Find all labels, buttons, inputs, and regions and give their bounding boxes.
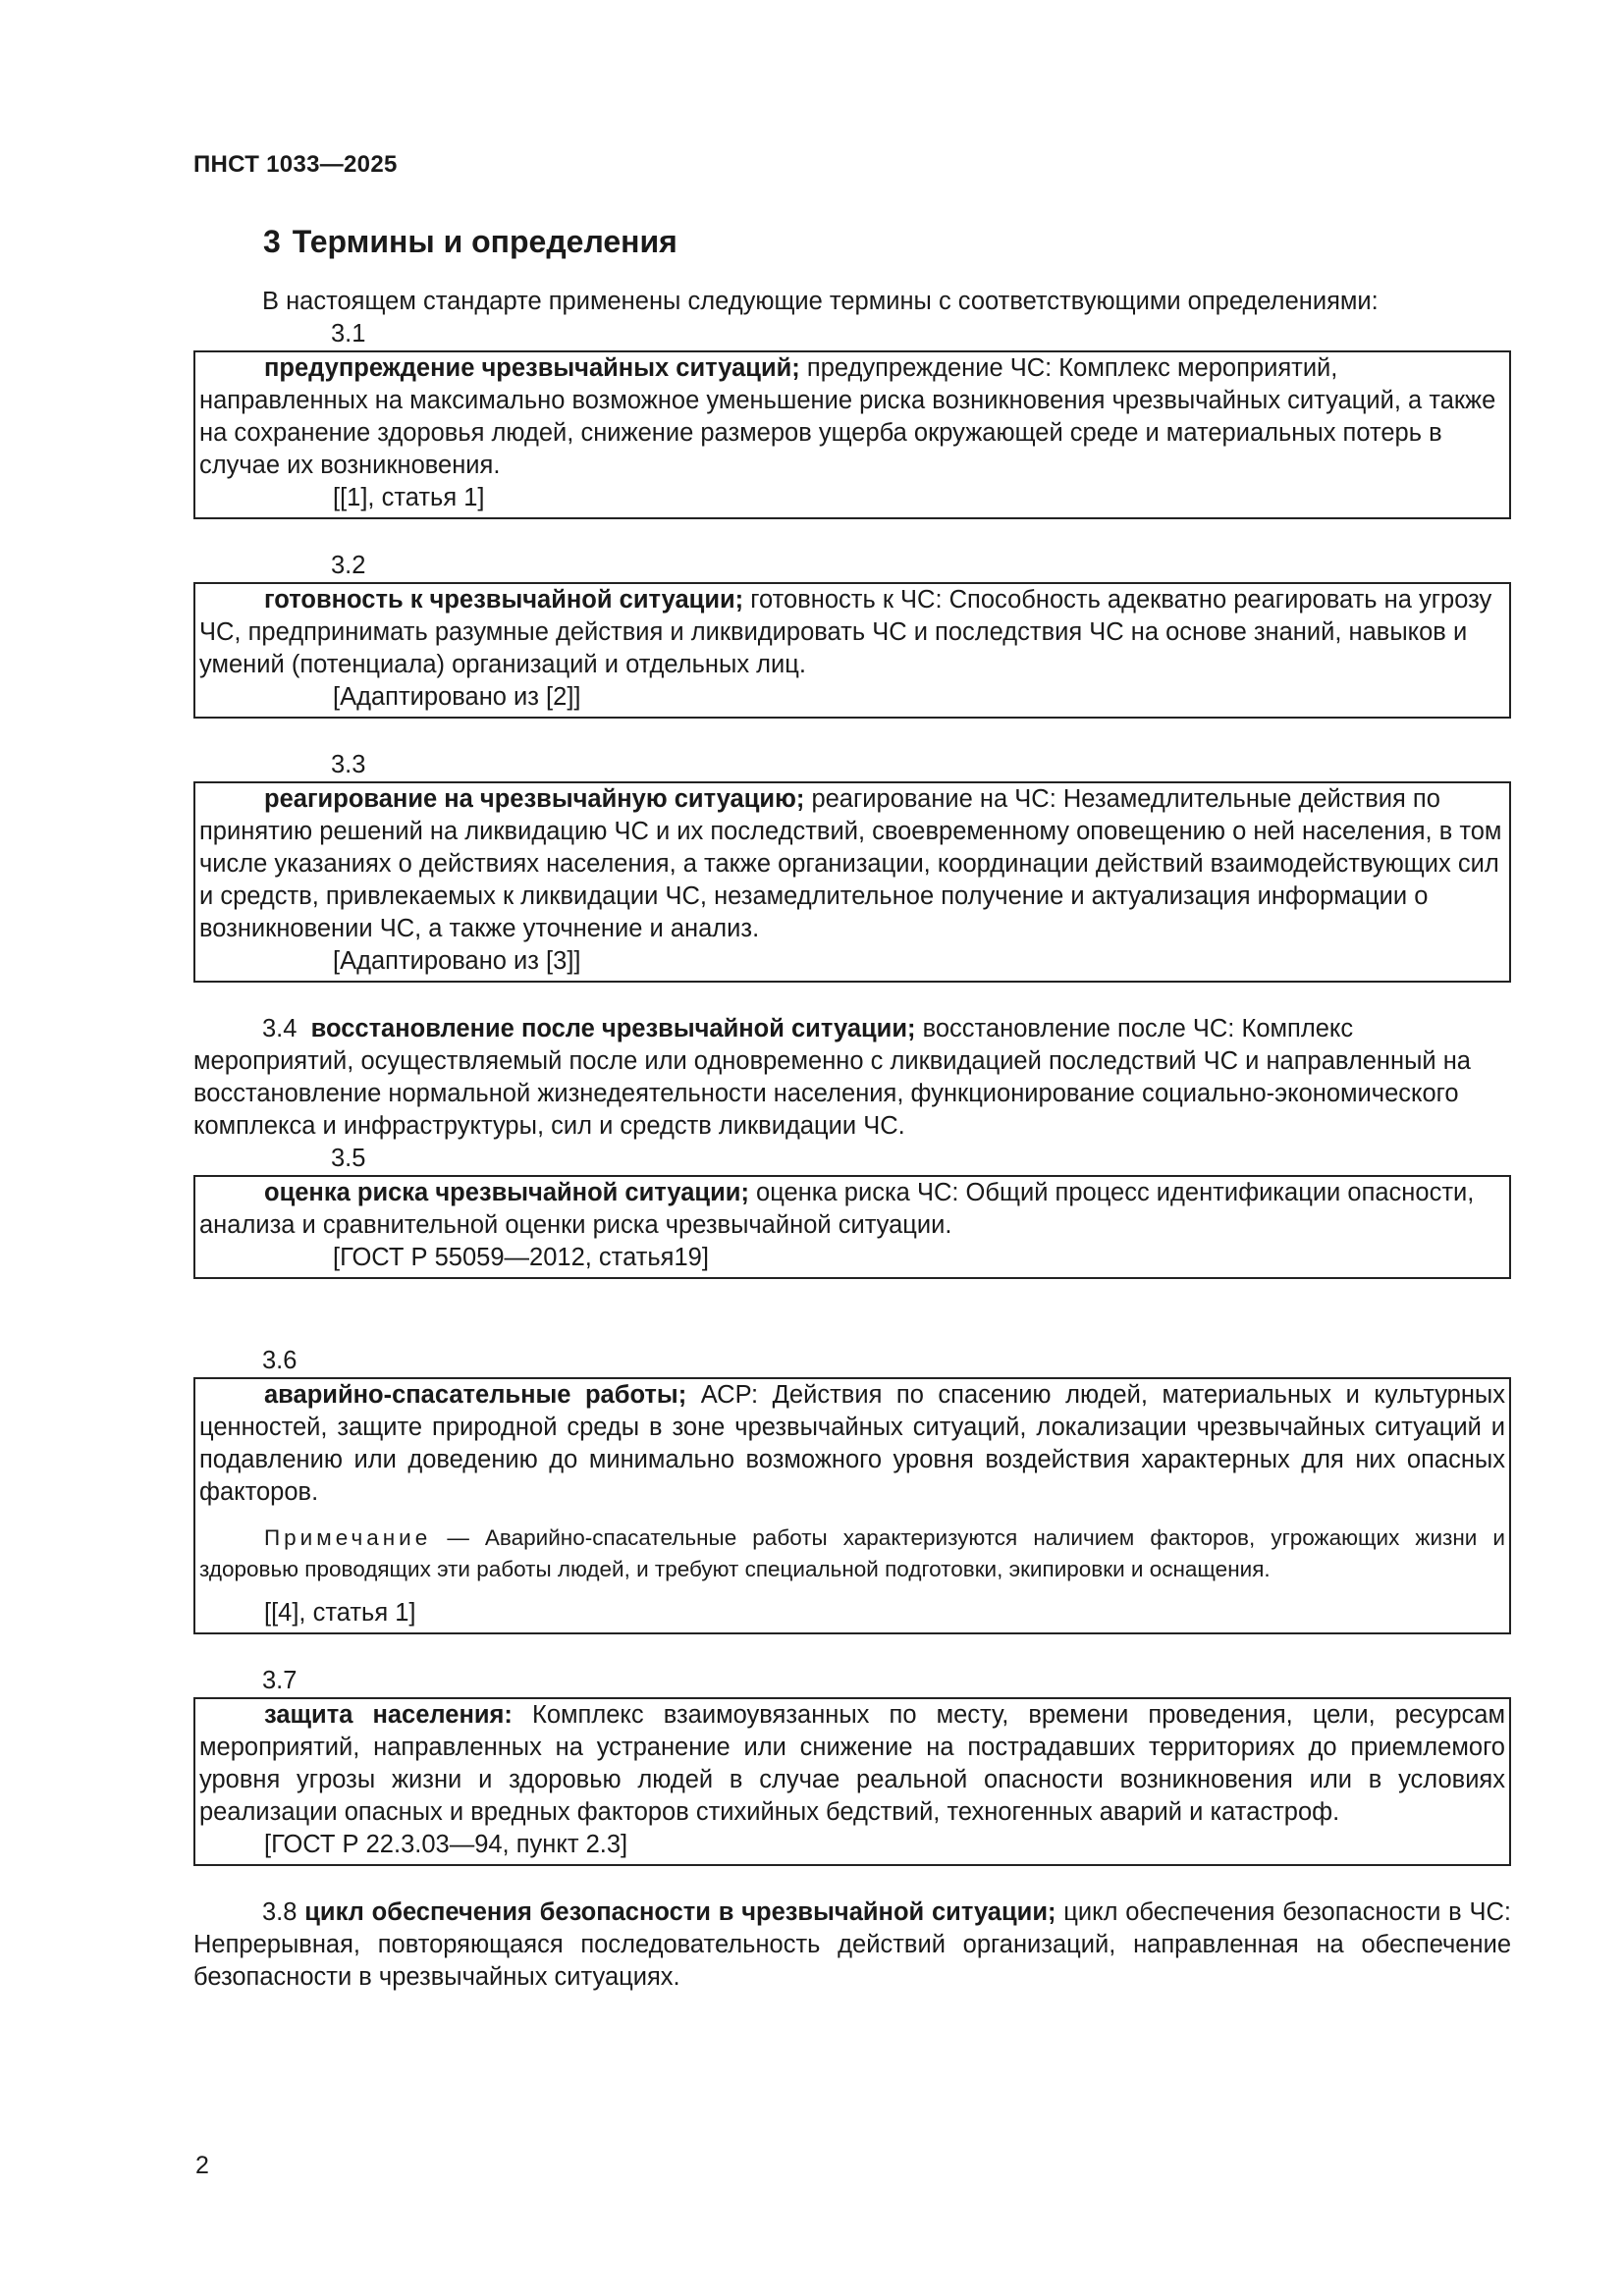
- terms-block-upper: [193, 286, 1511, 1279]
- term-3-4: [193, 1013, 1511, 1143]
- term-name-3-1: предупреждение чрезвычайных ситуаций;: [264, 354, 800, 382]
- term-source-3-2: [Адаптировано из [2]]: [333, 683, 581, 711]
- term-number-3-3: 3.3: [331, 751, 366, 778]
- term-name-3-3: реагирование на чрезвычайную ситуацию;: [264, 785, 805, 813]
- term-3-8: [193, 1896, 1511, 1994]
- term-source-3-1: [[1], статья 1]: [333, 484, 485, 511]
- term-text-3-2: готовность к ЧС: Способность адекватно реагировать на угрозу ЧС, предпринимать разумные действия и ликвидировать ЧС и последствия ЧС на основе знаний, навыков и умений (потенциала) организаций и отдельных лиц.: [199, 586, 1492, 678]
- term-definition-3-2: [199, 584, 1505, 681]
- term-text-3-8: цикл обеспечения безопасности в ЧС: Непрерывная, повторяющаяся последовательность действий организаций, направленная на обеспечение безопасности в чрезвычайных ситуациях.: [193, 1898, 1511, 1991]
- terms-block-lower: [193, 1345, 1511, 1994]
- term-name-3-6: аварийно-спасательные работы;: [264, 1381, 687, 1409]
- term-source-3-3: [Адаптировано из [3]]: [333, 947, 581, 975]
- term-text-3-3: реагирование на ЧС: Незамедлительные действия по принятию решений на ликвидацию ЧС и их последствий, своевременному оповещению о ней населения, в том числе указаниях о действиях населения, а также организации, координации действий взаимодействующих сил и средств, привлекаемых к ликвидации ЧС, незамедлительное получение и актуализация информации о возникновении ЧС, а также уточнение и анализ.: [199, 785, 1502, 942]
- term-number-3-6: 3.6: [262, 1347, 298, 1374]
- document-code: ПНСТ 1033—2025: [193, 151, 398, 178]
- note-text: — Аварийно-спасательные работы характеризуются наличием факторов, угрожающих жизни и здоровью проводящих эти работы людей, и требуют специальной подготовки, экипировки и оснащения.: [199, 1525, 1505, 1581]
- term-text-3-7: Комплекс взаимоувязанных по месту, времени проведения, цели, ресурсам мероприятий, направленных на устранение или снижение на пострадавших территориях до приемлемого уровня угрозы жизни и здоровью людей в случае реальной опасности возникновения или в условиях реализации опасных и вредных факторов стихийных бедствий, техногенных аварий и катастроф.: [199, 1701, 1505, 1826]
- term-number-3-8: 3.8: [262, 1898, 298, 1926]
- term-text-3-1: предупреждение ЧС: Комплекс мероприятий, направленных на максимально возможное уменьшение риска возникновения чрезвычайных ситуаций, а также на сохранение здоровья людей, снижение размеров ущерба окружающей среде и материальных потерь в случае их возникновения.: [199, 354, 1496, 479]
- term-source-3-6: [[4], статья 1]: [264, 1599, 416, 1627]
- page-number: 2: [195, 2152, 209, 2179]
- term-name-3-5: оценка риска чрезвычайной ситуации;: [264, 1179, 749, 1206]
- term-box-3-6: [193, 1377, 1511, 1634]
- term-box-3-7: [193, 1697, 1511, 1866]
- term-number-3-1: 3.1: [331, 320, 366, 347]
- term-definition-3-5: [199, 1177, 1505, 1242]
- term-source-3-7: [ГОСТ Р 22.3.03—94, пункт 2.3]: [264, 1831, 628, 1858]
- term-number-3-5: 3.5: [331, 1145, 366, 1172]
- term-text-3-4: восстановление после ЧС: Комплекс мероприятий, осуществляемый после или одновременно с ликвидацией последствий ЧС и направленный на восстановление нормальной жизнедеятельности населения, функционирование социально-экономического комплекса и инфраструктуры, сил и средств ликвидации ЧС.: [193, 1015, 1471, 1140]
- term-definition-3-1: [199, 352, 1505, 482]
- term-text-3-6: АСР: Действия по спасению людей, материальных и культурных ценностей, защите природной среды в зоне чрезвычайных ситуаций, локализации чрезвычайных ситуаций и подавлению или доведению до минимально возможного уровня воздействия характерных для них опасных факторов.: [199, 1381, 1505, 1506]
- term-definition-3-6: [199, 1379, 1505, 1509]
- term-number-3-2: 3.2: [331, 552, 366, 579]
- term-name-3-2: готовность к чрезвычайной ситуации;: [264, 586, 744, 614]
- section-title: Термины и определения: [292, 224, 677, 259]
- term-source-3-5: [ГОСТ Р 55059—2012, статья19]: [333, 1244, 709, 1271]
- term-number-3-4: 3.4: [262, 1015, 298, 1042]
- term-definition-3-3: [199, 783, 1505, 945]
- term-box-3-1: [193, 350, 1511, 519]
- term-box-3-2: [193, 582, 1511, 719]
- note-label: Примечание: [264, 1525, 432, 1550]
- term-definition-3-7: [199, 1699, 1505, 1829]
- term-note-3-6: [199, 1522, 1505, 1585]
- section-number: 3: [263, 224, 281, 259]
- term-box-3-5: [193, 1175, 1511, 1279]
- section-heading: [263, 224, 677, 260]
- term-number-3-7: 3.7: [262, 1667, 298, 1694]
- term-text-3-5: оценка риска ЧС: Общий процесс идентификации опасности, анализа и сравнительной оценки риска чрезвычайной ситуации.: [199, 1179, 1475, 1239]
- term-name-3-7: защита населения:: [264, 1701, 513, 1729]
- term-name-3-8: цикл обеспечения безопасности в чрезвычайной ситуации;: [304, 1898, 1056, 1926]
- term-box-3-3: [193, 781, 1511, 983]
- term-name-3-4: восстановление после чрезвычайной ситуации;: [310, 1015, 916, 1042]
- section-intro: В настоящем стандарте применены следующие термины с соответствующими определениями:: [262, 288, 1379, 315]
